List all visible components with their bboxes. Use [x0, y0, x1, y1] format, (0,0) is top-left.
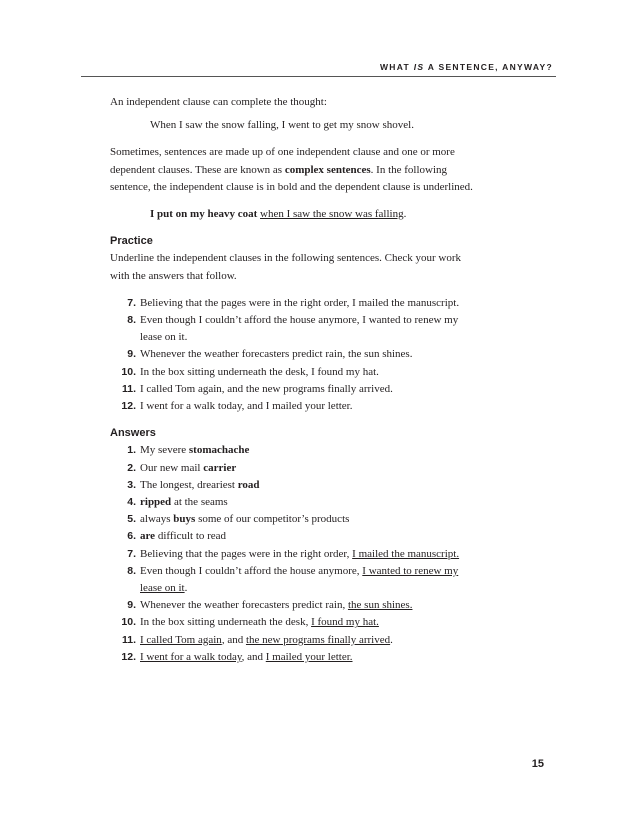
- list-item: 7. Believing that the pages were in the right order, I mailed the manuscript.: [127, 296, 460, 309]
- header-rule: [81, 76, 556, 77]
- list-item: 8. Even though I couldn’t afford the house anymore, I wanted to renew my lease on it.: [127, 314, 459, 344]
- practice-instructions: Underline the independent clauses in the following sentences. Check your work with the answers that follow.: [110, 252, 461, 282]
- intro-text: An independent clause can complete the thought:: [110, 96, 327, 108]
- complex-example: I put on my heavy coat when I saw the snow was falling.: [150, 208, 407, 221]
- list-item: 5. always buys some of our competitor’s products: [127, 513, 350, 526]
- practice-list: [110, 295, 480, 415]
- list-item: 11. I called Tom again, and the new programs finally arrived.: [121, 382, 393, 395]
- intro-example: When I saw the snow falling, I went to get my snow shovel.: [150, 119, 414, 132]
- list-item: 9. Whenever the weather forecasters predict rain, the sun shines.: [127, 348, 413, 361]
- page-number: 15: [531, 758, 544, 770]
- answers-heading: Answers: [110, 427, 156, 440]
- list-item: 7. Believing that the pages were in the right order, I mailed the manuscript.: [127, 547, 460, 560]
- practice-heading: Practice: [110, 235, 153, 248]
- list-item: 3. The longest, dreariest road: [127, 478, 260, 491]
- list-item: 4. ripped at the seams: [127, 496, 228, 509]
- complex-term: complex sentences: [284, 163, 371, 176]
- list-item: 12. I went for a walk today, and I mailed your letter.: [121, 650, 353, 663]
- list-item: 2. Our new mail carrier: [127, 461, 237, 474]
- page-body: [110, 94, 480, 666]
- list-item: 10. In the box sitting underneath the desk, I found my hat.: [121, 616, 379, 629]
- list-item: 11. I called Tom again, and the new programs finally arrived.: [121, 633, 393, 646]
- list-item: 8. Even though I couldn’t afford the house anymore, I wanted to renew my lease on it.: [127, 564, 459, 595]
- list-item: 12. I went for a walk today, and I mailed your letter.: [121, 400, 353, 413]
- complex-paragraph: Sometimes, sentences are made up of one independent clause and one or more dependent clauses. These are known as complex sentences. In the following sentence, the independent clause is in bold and the dependent clause is underlined.: [110, 146, 473, 193]
- list-item: 1. My severe stomachache: [127, 444, 250, 457]
- list-item: 9. Whenever the weather forecasters predict rain, the sun shines.: [127, 599, 413, 612]
- list-item: 10. In the box sitting underneath the desk, I found my hat.: [121, 365, 379, 378]
- answers-list: [110, 442, 480, 666]
- list-item: 6. are difficult to read: [127, 530, 227, 543]
- running-header: WHAT IS A SENTENCE, ANYWAY?: [379, 62, 553, 72]
